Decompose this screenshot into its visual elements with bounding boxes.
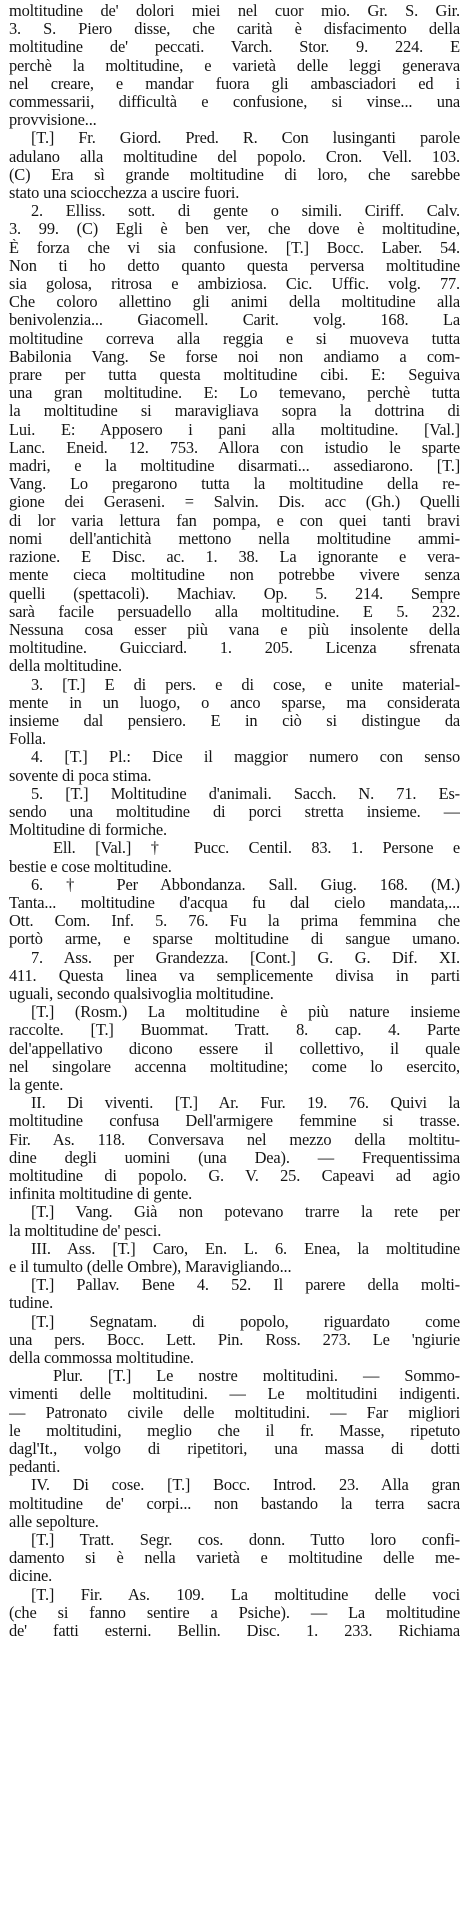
text-line: 3. 99. (C) Egli è ben ver, che dove è moltitudine, (9, 220, 460, 239)
text-line: Ell. [Val.] † Pucc. Centil. 83. 1. Persone e (53, 839, 460, 858)
text-line: nel creare, e mandar fuora gli ambasciadori ed i (9, 74, 460, 93)
text-line: razione. E Disc. ac. 1. 38. La ignorante e vera- (9, 548, 460, 567)
text-line: moltitudine di popolo. G. V. 25. Capeavi ad agio (9, 1167, 460, 1185)
text-line: la gente. (9, 1075, 64, 1094)
text-line: stato una sciocchezza a uscire fuori. (9, 184, 240, 203)
text-line: una pers. Bocc. Lett. Pin. Ross. 273. Le 'ngiurie (9, 1330, 460, 1349)
text-line: e il tumulto (delle Ombre), Maravigliando... (9, 1258, 292, 1277)
text-line: la moltitudine de' pesci. (9, 1221, 162, 1240)
text-line: II. Di viventi. [T.] Ar. Fur. 19. 76. Quivi la (31, 1094, 460, 1113)
text-line: [T.] Fir. As. 109. La moltitudine delle voci (31, 1585, 460, 1604)
text-line: sia golosa, ritrosa e ambiziosa. Cic. Uffic. volg. 77. (9, 275, 460, 294)
text-line: sarà facile persuadello alla moltitudine. E 5. 232. (9, 602, 460, 621)
text-line: [T.] Pallav. Bene 4. 52. Il parere della molti- (31, 1276, 460, 1295)
text-line: raccolte. [T.] Buommat. Tratt. 8. cap. 4. Parte (9, 1021, 460, 1040)
text-line: infinita moltitudine di gente. (9, 1185, 193, 1204)
text-line: di lor varia lettura fan pompa, e con quei tanti bravi (9, 511, 460, 530)
text-line: 6. † Per Abbondanza. Sall. Giug. 168. (M.) (31, 875, 460, 894)
text-line: moltitudine de' corpi... non bastando la terra sacra (9, 1494, 460, 1513)
text-line: — Patronato civile delle moltitudini. — Far migliori (9, 1403, 460, 1422)
text-line: una gran moltitudine. E: Lo temevano, perchè tutta (9, 384, 460, 403)
text-line: Babilonia Vang. Se forse noi non andiamo a com- (9, 347, 460, 366)
text-line: commessarii, difficultà e confusione, si vinse... una (9, 93, 460, 112)
text-line: 2. Elliss. sott. di gente o simili. Ciriff. Calv. (31, 202, 460, 221)
text-line: Nessuna cosa esser più vana e più insolente della (9, 620, 460, 639)
text-line: Folla. (9, 730, 46, 749)
text-column (9, 2, 460, 1640)
text-line: mente in un luogo, o anco sparse, ma considerata (9, 693, 460, 712)
text-line: Non ti ho detto quanto questa perversa moltitudine (9, 256, 460, 275)
text-line: bestie e cose moltitudine. (9, 857, 172, 876)
text-line: 7. Ass. per Grandezza. [Cont.] G. G. Dif. XI. (31, 948, 460, 967)
text-line: moltitudine de' peccati. Varch. Stor. 9. 224. E (9, 38, 460, 57)
text-line: de' fatti esterni. Bellin. Disc. 1. 233. Richiama (9, 1622, 460, 1641)
text-line: dine degli uomini (una Dea). — Frequentissima (9, 1148, 460, 1167)
text-line: la moltitudine si maravigliava sopra la dottrina di (9, 402, 460, 421)
text-line: insieme dal pensiero. E in ciò si distingue da (9, 711, 460, 730)
text-line: della moltitudine. (9, 657, 122, 676)
text-line: sovente di poca stima. (9, 766, 152, 785)
text-line: alle sepolture. (9, 1512, 99, 1531)
text-line: moltitudine de' dolori miei nel cuor mio. Gr. S. Gir. (9, 2, 460, 20)
text-line: perchè la moltitudine, e varietà delle leggi generava (9, 56, 460, 75)
text-line: Moltitudine di formiche. (9, 821, 168, 840)
text-line: mente cieca moltitudine non potrebbe vivere senza (9, 566, 460, 585)
text-line: della commossa moltitudine. (9, 1349, 194, 1368)
text-line: damento si è nella varietà e moltitudine delle me- (9, 1549, 460, 1568)
text-line: (che si fanno sentire a Psiche). — La moltitudine (9, 1603, 460, 1622)
text-line: III. Ass. [T.] Caro, En. L. 6. Enea, la moltitudine (31, 1239, 460, 1258)
text-line: È forza che vi sia confusione. [T.] Bocc. Laber. 54. (9, 238, 460, 257)
text-line: 3. S. Piero disse, che carità è disfacimento della (9, 20, 460, 39)
text-line: Lanc. Eneid. 12. 753. Allora con istudio le sparte (9, 438, 460, 457)
text-line: uguali, secondo qualsivoglia moltitudine. (9, 984, 274, 1003)
text-line: [T.] Segnatam. di popolo, riguardato come (31, 1312, 460, 1331)
text-line: nomi dell'antichità mettono nella moltitudine ammi- (9, 529, 460, 548)
text-line: gione dei Geraseni. = Salvin. Dis. acc (Gh.) Quelli (9, 493, 460, 512)
text-line: provvisione... (9, 111, 97, 130)
text-line: Lui. E: Apposero i pani alla moltitudine. [Val.] (9, 420, 460, 439)
text-line: 5. [T.] Moltitudine d'animali. Sacch. N. 71. Es- (31, 784, 460, 803)
text-line: 411. Questa linea va semplicemente divisa in parti (9, 966, 460, 985)
text-line: quelli (spettacoli). Machiav. Op. 5. 214. Sempre (9, 584, 460, 603)
text-line: le moltitudini, meglio che il fr. Masse, ripetuto (9, 1421, 460, 1440)
text-line: Vang. Lo pregarono tutta la moltitudine della re- (9, 475, 460, 494)
text-line: moltitudine. Guicciard. 1. 205. Licenza sfrenata (9, 639, 460, 658)
text-line: Ott. Com. Inf. 5. 76. Fu la prima femmina che (9, 912, 460, 931)
text-line: IV. Di cose. [T.] Bocc. Introd. 23. Alla gran (31, 1476, 460, 1495)
text-line: madri, e la moltitudine disarmati... assediarono. [T.] (9, 457, 460, 476)
text-line: Fir. As. 118. Conversava nel mezzo della moltitu- (9, 1130, 460, 1149)
text-line: vimenti delle moltitudini. — Le moltitudini indigenti. (9, 1385, 460, 1404)
text-line: dicine. (9, 1567, 53, 1586)
text-line: [T.] Tratt. Segr. cos. donn. Tutto loro confi- (31, 1531, 460, 1550)
text-line: moltitudine confusa Dell'armigere femmine si trasse. (9, 1112, 460, 1131)
text-line: Tanta... moltitudine d'acqua fu dal cielo mandata,... (9, 893, 460, 912)
text-line: moltitudine correva alla reggia e si muoveva tutta (9, 329, 460, 348)
text-line: [T.] Vang. Già non potevano trarre la rete per (31, 1203, 460, 1222)
text-line: [T.] Fr. Giord. Pred. R. Con lusinganti parole (31, 129, 460, 148)
text-line: dagl'It., volgo di ripetitori, una massa di dotti (9, 1440, 460, 1459)
text-line: benivolenzia... Giacomell. Carit. volg. 168. La (9, 311, 460, 330)
text-line: nel singolare accenna moltitudine; come lo esercito, (9, 1057, 460, 1076)
text-line: [T.] (Rosm.) La moltitudine è più nature insieme (31, 1003, 460, 1022)
text-line: portò arme, e sparse moltitudine di sangue umano. (9, 930, 460, 949)
text-line: prare per tutta questa moltitudine cibi. E: Seguiva (9, 366, 460, 385)
text-line: adulano alla moltitudine del popolo. Cron. Vell. 103. (9, 147, 460, 166)
text-line: 3. [T.] E di pers. e di cose, e unite material- (31, 675, 460, 694)
text-line: tudine. (9, 1294, 54, 1313)
text-line: (C) Era sì grande moltitudine di loro, che sarebbe (9, 165, 460, 184)
text-line: 4. [T.] Pl.: Dice il maggior numero con senso (31, 748, 460, 767)
text-line: Che coloro allettino gli animi della moltitudine alla (9, 293, 460, 312)
text-line: sendo una moltitudine di porci stretta insieme. — (9, 802, 460, 821)
text-line: del'appellativo dicono essere il collettivo, il quale (9, 1039, 460, 1058)
text-line: Plur. [T.] Le nostre moltitudini. — Sommo- (53, 1367, 460, 1386)
text-line: pedanti. (9, 1458, 61, 1477)
